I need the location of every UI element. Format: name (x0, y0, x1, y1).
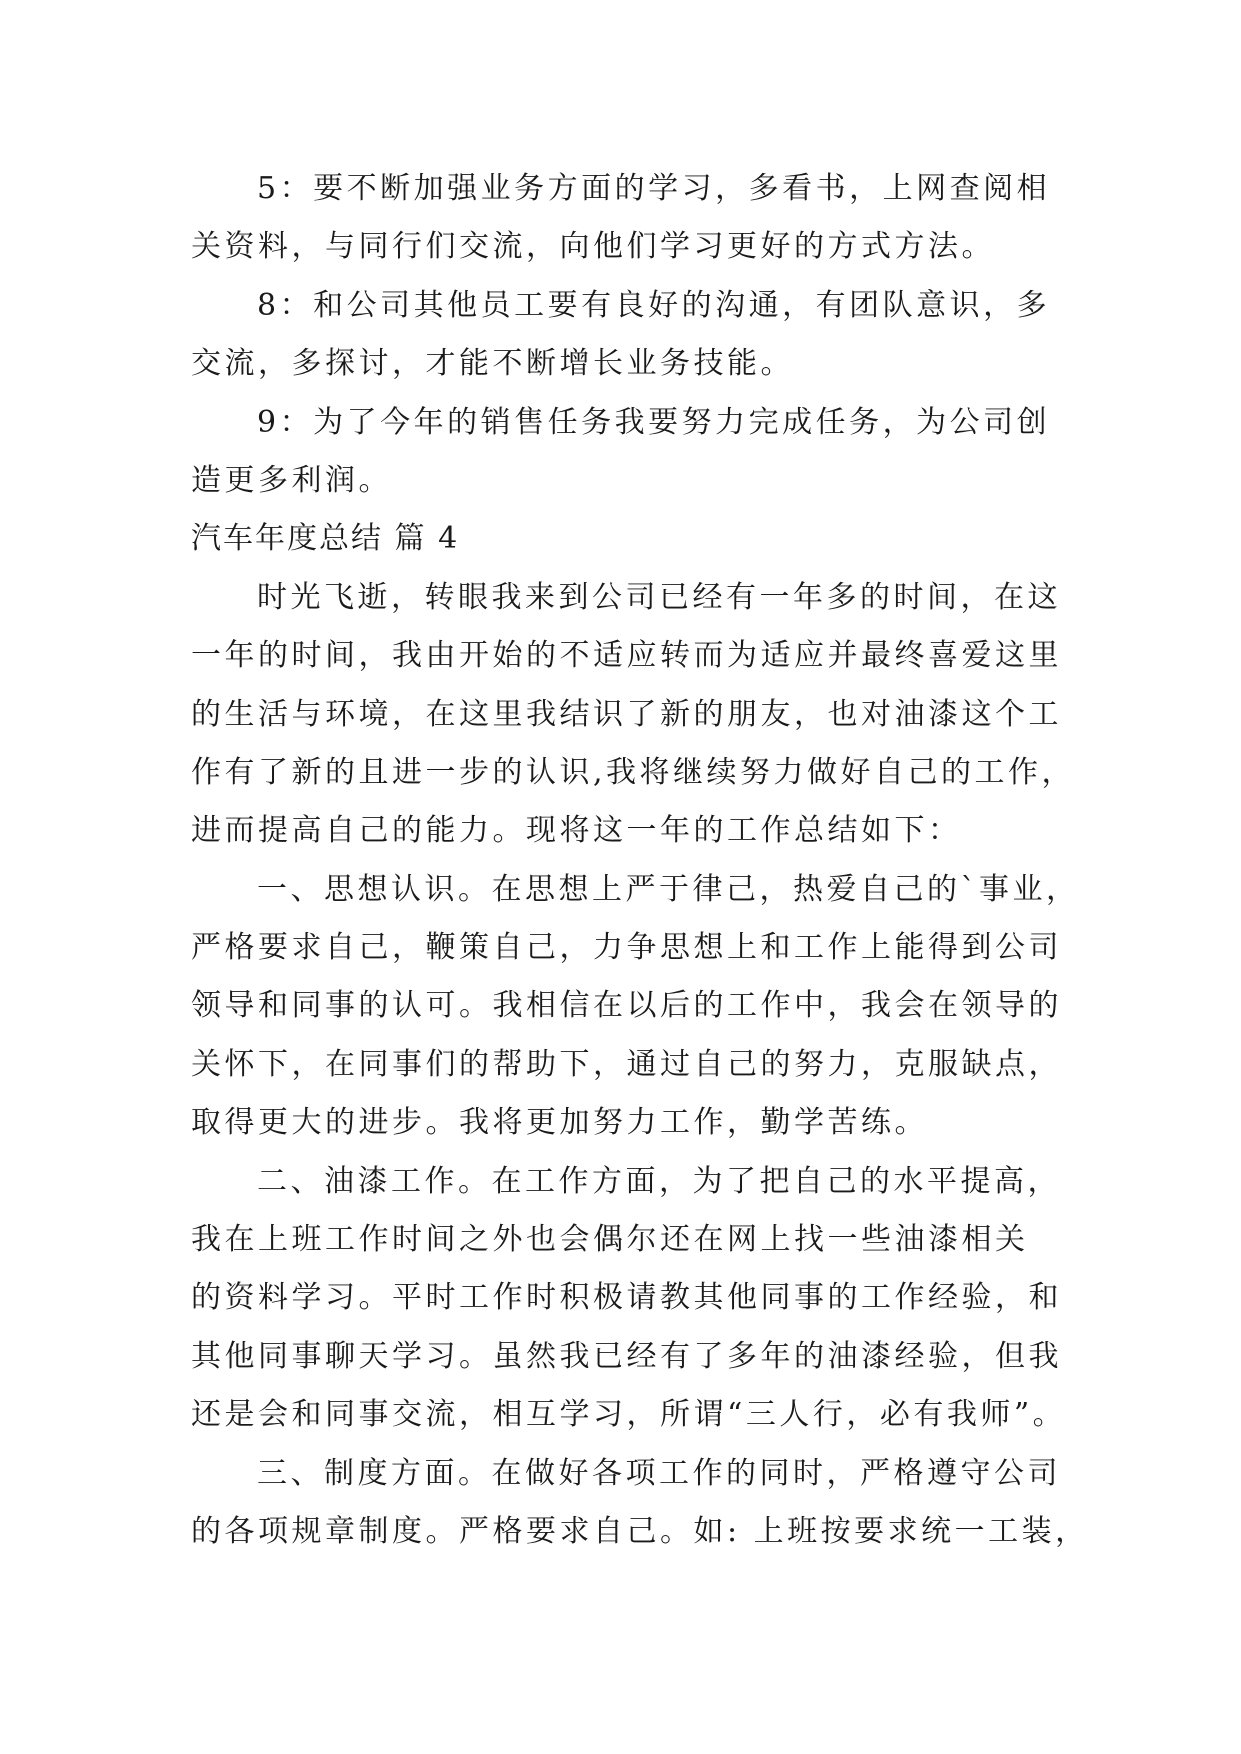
text-line: 关资料，与同行们交流，向他们学习更好的方式方法。 (191, 229, 995, 265)
text-line: 时光飞逝，转眼我来到公司已经有一年多的时间，在这 (257, 579, 1061, 615)
text-line: 的资料学习。平时工作时积极请教其他同事的工作经验，和 (191, 1280, 1062, 1316)
document-body (191, 160, 1089, 1561)
text-line: 取得更大的进步。我将更加努力工作，勤学苦练。 (191, 1105, 928, 1141)
text-line: 9：为了今年的销售任务我要努力完成任务，为公司创 (257, 404, 1051, 440)
text-line: 一年的时间，我由开始的不适应转而为适应并最终喜爱这里 (191, 638, 1062, 674)
text-line: 5：要不断加强业务方面的学习，多看书，上网查阅相 (257, 171, 1051, 206)
text-line: 交流，多探讨，才能不断增长业务技能。 (191, 346, 794, 382)
text-line: 二、油漆工作。在工作方面，为了把自己的水平提高， (257, 1163, 1061, 1199)
text-line: 一、思想认识。在思想上严于律己，热爱自己的`事业， (257, 871, 1080, 907)
text-line: 进而提高自己的能力。现将这一年的工作总结如下： (191, 813, 962, 849)
section-heading: 汽车年度总结 篇 4 (191, 521, 460, 557)
text-line: 关怀下，在同事们的帮助下，通过自己的努力，克服缺点， (191, 1046, 1062, 1082)
text-line: 严格要求自己，鞭策自己，力争思想上和工作上能得到公司 (191, 930, 1062, 966)
text-line: 三、制度方面。在做好各项工作的同时，严格遵守公司 (257, 1455, 1061, 1491)
text-line: 的生活与环境，在这里我结识了新的朋友，也对油漆这个工 (191, 696, 1062, 732)
text-line: 的各项规章制度。严格要求自己。如: 上班按要求统一工装， (191, 1513, 1089, 1549)
text-line: 我在上班工作时间之外也会偶尔还在网上找一些油漆相关 (191, 1222, 1029, 1258)
text-line: 8：和公司其他员工要有良好的沟通，有团队意识，多 (257, 287, 1051, 323)
text-line: 造更多利润。 (191, 462, 392, 498)
text-line: 还是会和同事交流，相互学习，所谓“三人行，必有我师”。 (191, 1397, 1067, 1433)
text-line: 其他同事聊天学习。虽然我已经有了多年的油漆经验，但我 (191, 1338, 1062, 1374)
text-line: 领导和同事的认可。我相信在以后的工作中，我会在领导的 (191, 988, 1062, 1024)
text-line: 作有了新的且进一步的认识,我将继续努力做好自己的工作， (191, 754, 1076, 790)
